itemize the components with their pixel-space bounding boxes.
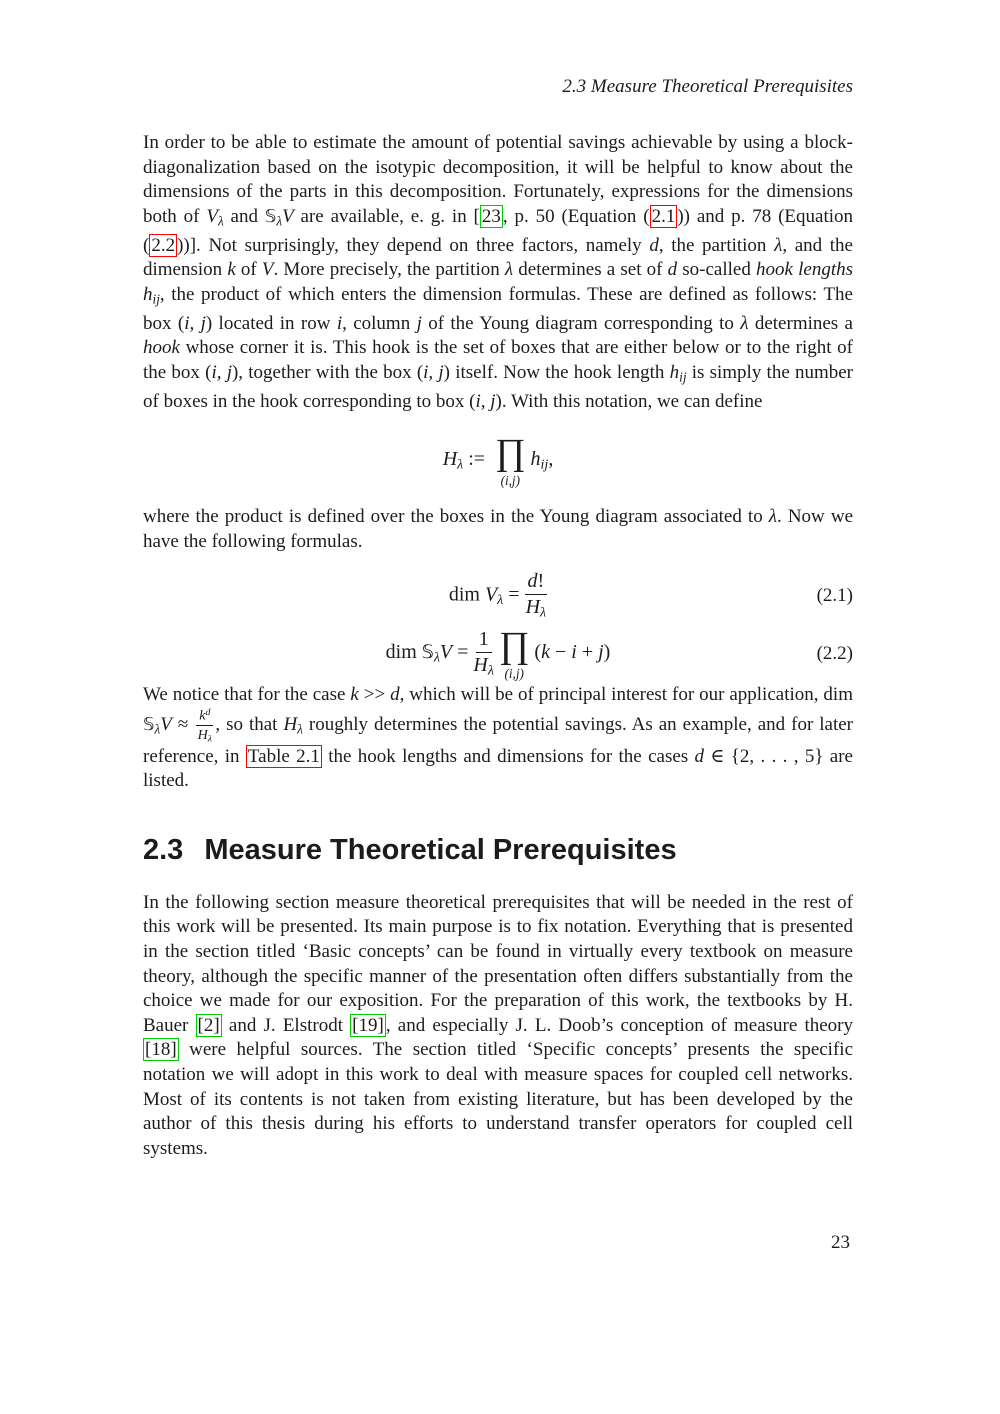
text-segment: V [282,205,294,227]
text-segment: λ [276,213,283,229]
text-segment: are available, e. g. in [ [293,205,480,227]
text-segment: h [669,361,680,383]
text-segment: ij [679,369,687,385]
equation-number-2-2: (2.2) [816,642,853,664]
text-segment: 1 [478,627,489,650]
paragraph-hook-lengths-intro [143,131,853,414]
product-operator [499,627,529,680]
text-segment: ) located in row [205,312,337,334]
fraction [525,570,548,622]
text-segment: ) [603,641,611,664]
text-segment: ∈ {2, . . . , 5} are listed. [143,745,853,792]
text-segment: determines a [748,312,853,334]
text-segment: ≈ [171,714,195,736]
text-segment: λ [540,605,547,621]
text-segment: H [525,595,541,618]
text-segment: j [598,641,604,664]
equation-body [442,431,554,488]
equation-body [449,570,547,622]
text-segment: V [484,583,498,606]
text-segment: and J. Elstrodt [221,1014,351,1036]
text-segment: ), together with the box ( [231,361,424,383]
text-segment: , and the dimension [143,234,853,281]
text-segment: λ [154,721,161,737]
text-segment: , so that [215,714,284,736]
fraction [196,707,213,744]
text-segment: λ [297,721,303,737]
paragraph-measure-theory-intro [143,891,853,1162]
text-segment: . Now we have the following formulas. [143,506,853,553]
text-segment: d [390,683,400,705]
citation-link-18[interactable]: [18] [145,1039,177,1061]
equation-2-1 [143,567,853,625]
running-header: 2.3 Measure Theoretical Prerequisites [562,76,853,97]
text-segment: of the Young diagram corresponding to [421,312,741,334]
text-segment: determines a set of [513,259,668,281]
text-segment: ij [152,291,160,307]
text-segment: k [350,683,359,705]
text-segment: + [576,641,599,664]
text-segment: λ [217,213,224,229]
equation-ref-2.1[interactable]: 2.1 [651,205,676,227]
text-segment: h [530,448,541,471]
text-segment: i, j [423,361,444,383]
text-segment: d [649,234,659,256]
text-segment: dim [448,583,485,606]
text-segment: ). With this notation, we can define [495,390,763,412]
text-segment: i, j [211,361,232,383]
text-segment: 𝕊 [143,714,155,736]
text-segment: λ [774,234,783,256]
fraction-denominator [198,726,212,745]
text-segment: k [199,707,206,724]
text-segment: were helpful sources. The section titled ‘Specific concepts’ presents the specific notation we will adopt in this work to deal with measure spaces for coupled cell networks. Most of its contents is not taken from existing literature, but has been developed by the author of this thesis during his efforts to understand transfer operators for coupled cell systems. [143,1039,853,1159]
text-segment: >> [358,683,391,705]
text-segment: , the partition [658,234,775,256]
fraction-numerator [196,707,213,726]
page-number: 23 [831,1232,850,1253]
text-segment: whose corner it is. This hook is the set of boxes that are either below or to the right of the box ( [143,337,853,383]
equation-2-2 [143,625,853,683]
fraction [473,628,494,680]
text-segment: ) itself. Now the hook length [443,361,670,383]
text-segment: ! [537,569,545,592]
product-symbol: ∏ [495,431,526,473]
text-segment: the hook lengths and dimensions for the cases [321,745,695,767]
text-segment: , p. 50 (Equation ( [502,205,650,227]
text-segment: λ [768,506,778,528]
text-segment: d [667,259,678,281]
text-segment: . More precisely, the partition [273,259,505,281]
text-segment: H [283,714,298,736]
text-segment: 𝕊 [264,205,277,227]
fraction-numerator [525,570,548,595]
section-title: Measure Theoretical Prerequisites [204,833,677,866]
text-segment: , [548,448,554,471]
text-segment: of [235,259,262,281]
equation-ref-2.2[interactable]: 2.2 [151,234,176,256]
text-segment: λ [504,259,514,281]
text-segment: i, j [184,312,206,334]
text-segment: where the product is defined over the boxes in the Young diagram associated to [143,506,769,528]
text-segment: λ [497,592,504,608]
text-segment: h [143,283,153,305]
text-segment: V [261,259,274,281]
section-number: 2.3 [143,833,184,866]
text-segment: and [223,205,265,227]
text-segment: λ [740,312,749,334]
text-segment: 𝕊 [421,641,434,664]
text-segment: i [336,312,343,334]
equation-number-2-1: (2.1) [816,584,853,606]
text-segment: H [473,653,488,676]
text-segment: so-called [677,259,757,281]
text-segment: H [197,726,208,743]
text-segment: H [442,448,458,471]
text-segment: dim [385,641,422,664]
text-segment: ( [534,641,542,664]
text-segment: In order to be able to estimate the amount of potential savings achievable by using a block-diagonalization based on the isotypic decomposition, it will be helpful to know about the dimensions of the parts in this decomposition. Fortunately, expressions for the dimensions both of [143,132,853,227]
text-segment: is simply the number of boxes in the hook corresponding to box ( [143,361,853,412]
fraction-denominator [473,653,494,680]
text-segment: hook lengths [756,259,853,281]
fraction-denominator [526,595,547,622]
text-segment: In the following section measure theoretical prerequisites that will be needed in the rest of this work will be presented. Its main purpose is to fix notation. Everything that is presented in the section titled ‘Basic concepts’ can be found in virtually every textbook on measure theory, although the specific manner of the presentation often differs substantially from the choice we made for our exposition. For the preparation of this work, the textbooks by H. Bauer [143,891,853,1036]
equation-body [386,627,611,680]
fraction-numerator [476,628,492,653]
section-heading-2-3 [143,833,853,867]
product-limits: (i,j) [504,665,524,681]
text-segment: k [541,641,550,664]
text-segment: λ [487,663,494,679]
text-segment: j [416,312,422,334]
text-segment: ))]. Not surprisingly, they depend on three factors, namely [177,234,650,256]
text-segment: λ [457,457,464,473]
text-segment: k [227,259,236,281]
text-segment: )) and p. 78 (Equation ( [143,205,853,256]
text-segment: , which will be of principal interest for our application, dim [399,683,853,705]
text-segment: λ [433,650,440,666]
text-segment: d [205,707,211,719]
text-segment: V [439,641,453,664]
text-segment: i [571,641,577,664]
text-segment: λ [207,733,212,745]
text-segment: = [503,583,525,606]
text-segment: d [694,745,705,767]
text-segment: , and especially J. L. Doob’s conception of measure theory [385,1014,853,1036]
text-segment: hook [143,337,180,359]
text-segment: , the product of which enters the dimension formulas. These are defined as follows: The box ( [143,283,853,334]
paragraph-savings-remark [143,683,853,794]
product-operator [495,431,526,488]
product-limits: (i,j) [500,472,520,488]
text-segment: d [527,569,538,592]
citation-link-2[interactable]: [2] [197,1014,220,1036]
text-segment: V [160,714,172,736]
text-segment: i, j [475,390,496,412]
equation-hook-product-definition [143,424,853,496]
paragraph-product-definition [143,505,853,554]
text-segment: We notice that for the case [143,683,351,705]
text-segment: := [463,448,491,471]
text-segment: = [452,641,474,664]
text-segment: V [206,205,218,227]
text-segment: − [549,641,572,664]
product-symbol: ∏ [498,625,530,667]
table-ref-2.1[interactable]: Table 2.1 [247,745,320,767]
text-segment: , column [342,312,417,334]
citation-link-19[interactable]: [19] [352,1014,384,1036]
text-segment: ij [540,457,549,473]
citation-link-23[interactable]: 23 [481,205,501,227]
text-segment: roughly determines the potential savings. As an example, and for later reference, in [143,714,853,767]
